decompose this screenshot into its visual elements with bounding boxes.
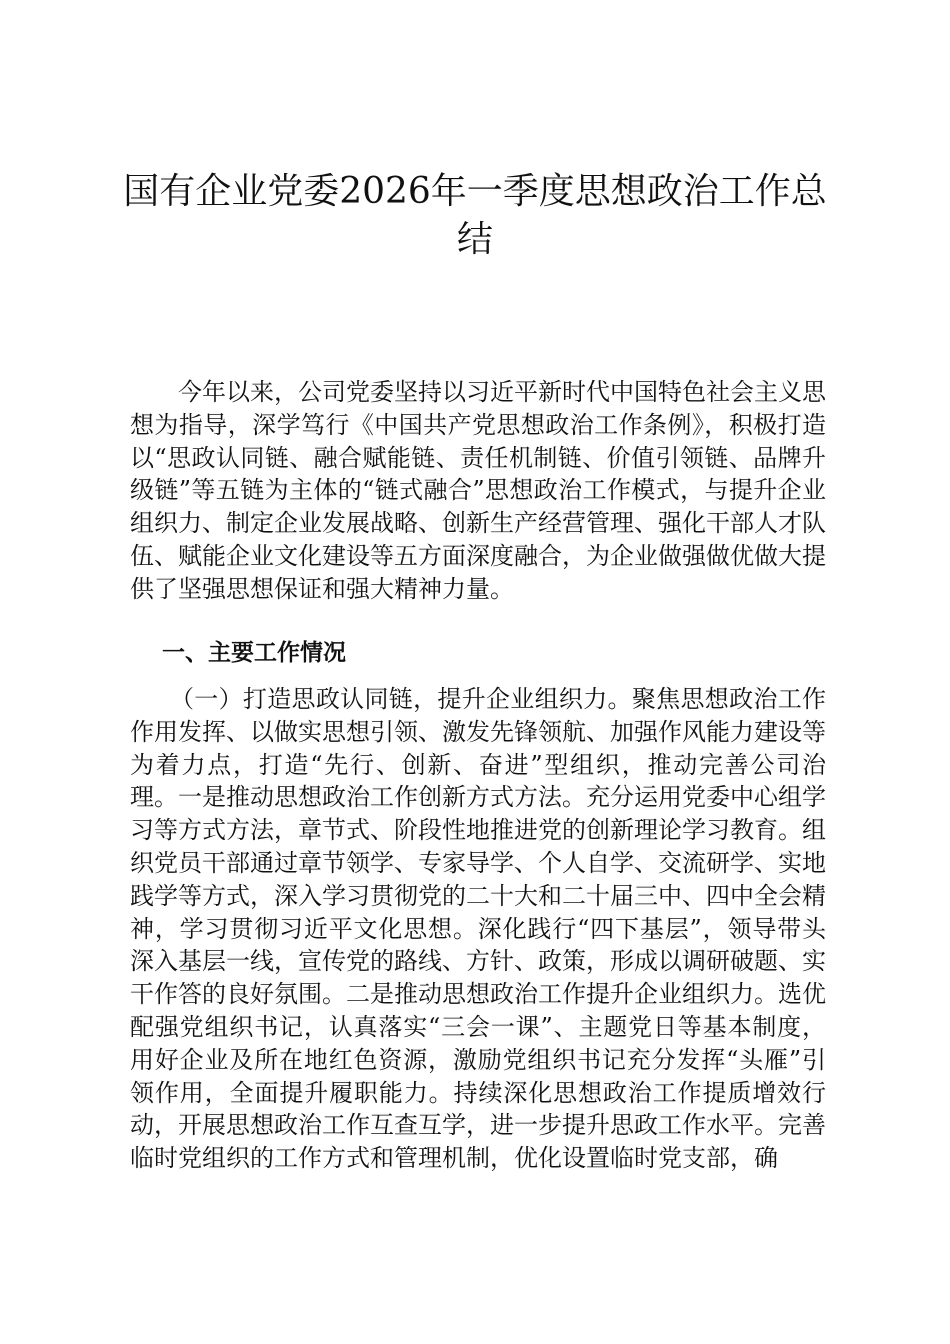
document-title: 国有企业党委2026年一季度思想政治工作总结 xyxy=(123,171,827,260)
intro-paragraph: 今年以来，公司党委坚持以习近平新时代中国特色社会主义思想为指导，深学笃行《中国共产党思想政治工作条例》，积极打造以“思政认同链、融合赋能链、责任机制链、价值引领链、品牌升级链”等五链为主体的“链式融合”思想政治工作模式，与提升企业组织力、制定企业发展战略、创新生产经营管理、强化干部人才队伍、赋能企业文化建设等五方面深度融合，为企业做强做优做大提供了坚强思想保证和强大精神力量。 xyxy=(130,378,826,603)
section-heading: 一、主要工作情况 xyxy=(162,640,346,666)
section-paragraph: （一）打造思政认同链，提升企业组织力。聚焦思想政治工作作用发挥、以做实思想引领、激发先锋领航、加强作风能力建设等为着力点，打造“先行、创新、奋进”型组织，推动完善公司治理。一是推动思想政治工作创新方式方法。充分运用党委中心组学习等方式方法，章节式、阶段性地推进党的创新理论学习教育。组织党员干部通过章节领学、专家导学、个人自学、交流研学、实地践学等方式，深入学习贯彻党的二十大和二十届三中、四中全会精神，学习贯彻习近平文化思想。深化践行“四下基层”，领导带头深入基层一线，宣传党的路线、方针、政策，形成以调研破题、实干作答的良好氛围。二是推动思想政治工作提升企业组织力。选优配强党组织书记，认真落实“三会一课”、主题党日等基本制度，用好企业及所在地红色资源，激励党组织书记充分发挥“头雁”引领作用，全面提升履职能力。持续深化思想政治工作提质增效行动，开展思想政治工作互查互学，进一步提升思政工作水平。完善临时党组织的工作方式和管理机制，优化设置临时党支部，确 xyxy=(130,685,826,1173)
